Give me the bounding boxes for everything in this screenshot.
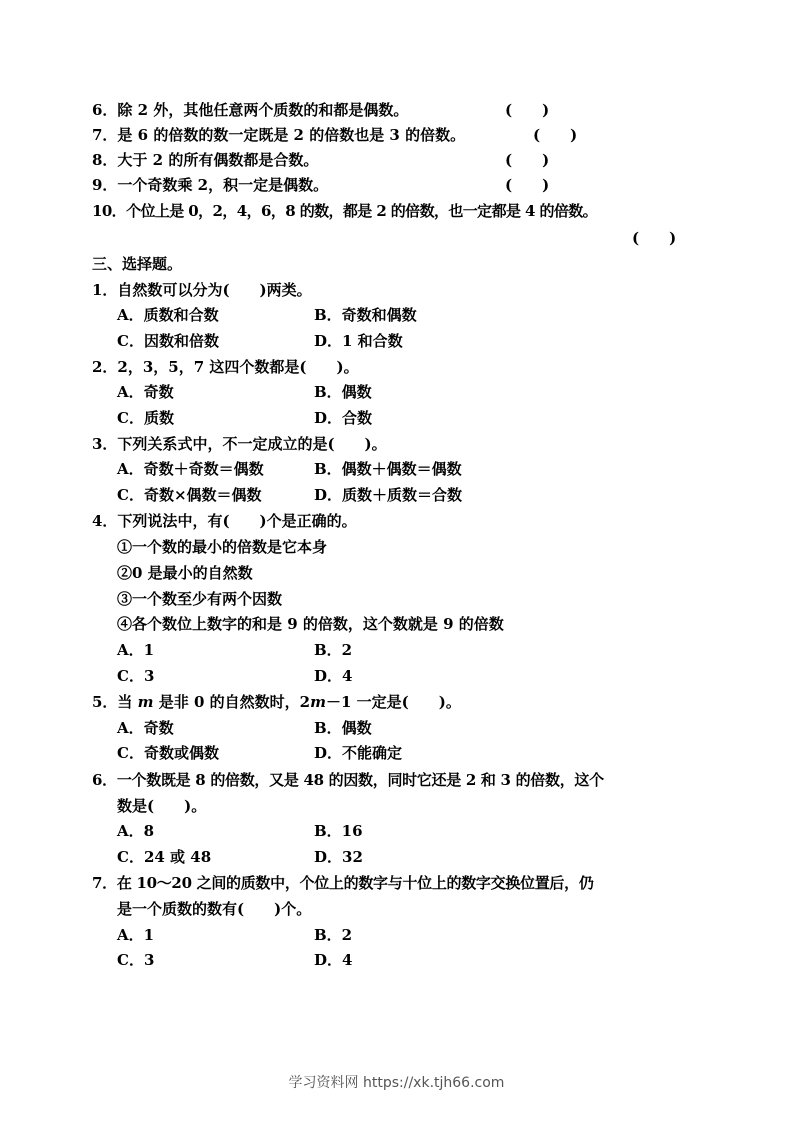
judgment-6-answer-paren[interactable]: ( ) bbox=[505, 101, 550, 119]
choice-6-option-d[interactable]: D．32 bbox=[314, 848, 363, 866]
section-3-title: 三、选择题。 bbox=[92, 255, 183, 273]
choice-2-option-b[interactable]: B．偶数 bbox=[314, 383, 372, 401]
judgment-10-text: 10．个位上是 0，2，4，6，8 的数，都是 2 的倍数，也一定都是 4 的倍数。 bbox=[92, 202, 598, 220]
choice-1-option-d[interactable]: D．1 和合数 bbox=[314, 332, 403, 350]
choice-6-option-b[interactable]: B．16 bbox=[314, 822, 363, 840]
choice-2-option-d[interactable]: D．合数 bbox=[314, 409, 373, 427]
choice-2-stem: 2．2，3，5，7 这四个数都是( )。 bbox=[92, 358, 359, 376]
choice-4-stem: 4．下列说法中，有( )个是正确的。 bbox=[92, 512, 357, 530]
choice-1-option-a[interactable]: A．质数和合数 bbox=[117, 306, 219, 324]
choice-2-option-c[interactable]: C．质数 bbox=[117, 409, 174, 427]
choice-6-option-a[interactable]: A．8 bbox=[117, 822, 155, 840]
choice-1-option-b[interactable]: B．奇数和偶数 bbox=[314, 306, 417, 324]
choice-4-option-a[interactable]: A．1 bbox=[117, 641, 155, 659]
choice-3-option-c[interactable]: C．奇数×偶数＝偶数 bbox=[117, 486, 262, 504]
choice-7-option-d[interactable]: D．4 bbox=[314, 951, 353, 969]
judgment-10-answer-paren[interactable]: ( ) bbox=[632, 229, 677, 247]
judgment-9-text: 9．一个奇数乘 2，积一定是偶数。 bbox=[92, 176, 329, 194]
choice-5-option-a[interactable]: A．奇数 bbox=[117, 719, 174, 737]
choice-6-stem-line-1: 6．一个数既是 8 的倍数，又是 48 的因数，同时它还是 2 和 3 的倍数，这个 bbox=[92, 771, 604, 789]
choice-4-option-c[interactable]: C．3 bbox=[117, 667, 155, 685]
choice-3-stem: 3．下列关系式中，不一定成立的是( )。 bbox=[92, 435, 387, 453]
judgment-7-answer-paren[interactable]: ( ) bbox=[533, 126, 578, 144]
judgment-9-answer-paren[interactable]: ( ) bbox=[505, 176, 550, 194]
choice-5-stem-post: －1 一定是( )。 bbox=[325, 693, 461, 711]
choice-7-option-a[interactable]: A．1 bbox=[117, 926, 155, 944]
choice-2-option-a[interactable]: A．奇数 bbox=[117, 383, 174, 401]
judgment-7-text: 7．是 6 的倍数的数一定既是 2 的倍数也是 3 的倍数。 bbox=[92, 126, 466, 144]
choice-5-stem-pre: 5．当 bbox=[92, 693, 138, 711]
page-footer-watermark: 学习资料网 https://xk.tjh66.com bbox=[288, 1075, 505, 1091]
choice-3-option-d[interactable]: D．质数＋质数＝合数 bbox=[314, 486, 463, 504]
choice-7-option-b[interactable]: B．2 bbox=[314, 926, 353, 944]
choice-7-stem-line-1: 7．在 10～20 之间的质数中，个位上的数字与十位上的数字交换位置后，仍 bbox=[92, 874, 594, 892]
choice-6-stem-line-2: 数是( )。 bbox=[117, 797, 207, 815]
choice-1-option-c[interactable]: C．因数和倍数 bbox=[117, 332, 219, 350]
choice-5-stem bbox=[92, 692, 461, 712]
judgment-6-text: 6．除 2 外，其他任意两个质数的和都是偶数。 bbox=[92, 101, 409, 119]
choice-4-statement-4: ④各个数位上数字的和是 9 的倍数，这个数就是 9 的倍数 bbox=[117, 615, 504, 633]
choice-3-option-b[interactable]: B．偶数＋偶数＝偶数 bbox=[314, 460, 462, 478]
choice-5-stem-mid: 是非 0 的自然数时，2 bbox=[153, 693, 311, 711]
choice-7-option-c[interactable]: C．3 bbox=[117, 951, 155, 969]
choice-3-option-a[interactable]: A．奇数＋奇数＝偶数 bbox=[117, 460, 264, 478]
choice-5-option-b[interactable]: B．偶数 bbox=[314, 719, 372, 737]
variable-m: m bbox=[310, 693, 326, 711]
choice-4-statement-2: ②0 是最小的自然数 bbox=[117, 564, 253, 582]
choice-4-option-d[interactable]: D．4 bbox=[314, 667, 353, 685]
choice-4-option-b[interactable]: B．2 bbox=[314, 641, 353, 659]
choice-4-statement-3: ③一个数至少有两个因数 bbox=[117, 590, 283, 608]
choice-7-stem-line-2: 是一个质数的数有( )个。 bbox=[117, 900, 312, 918]
choice-5-option-c[interactable]: C．奇数或偶数 bbox=[117, 744, 219, 762]
choice-5-option-d[interactable]: D．不能确定 bbox=[314, 744, 403, 762]
judgment-8-answer-paren[interactable]: ( ) bbox=[505, 151, 550, 169]
choice-1-stem: 1．自然数可以分为( )两类。 bbox=[92, 281, 312, 299]
variable-m: m bbox=[137, 693, 154, 711]
choice-4-statement-1: ①一个数的最小的倍数是它本身 bbox=[117, 538, 328, 556]
choice-6-option-c[interactable]: C．24 或 48 bbox=[117, 848, 212, 866]
judgment-8-text: 8．大于 2 的所有偶数都是合数。 bbox=[92, 151, 319, 169]
